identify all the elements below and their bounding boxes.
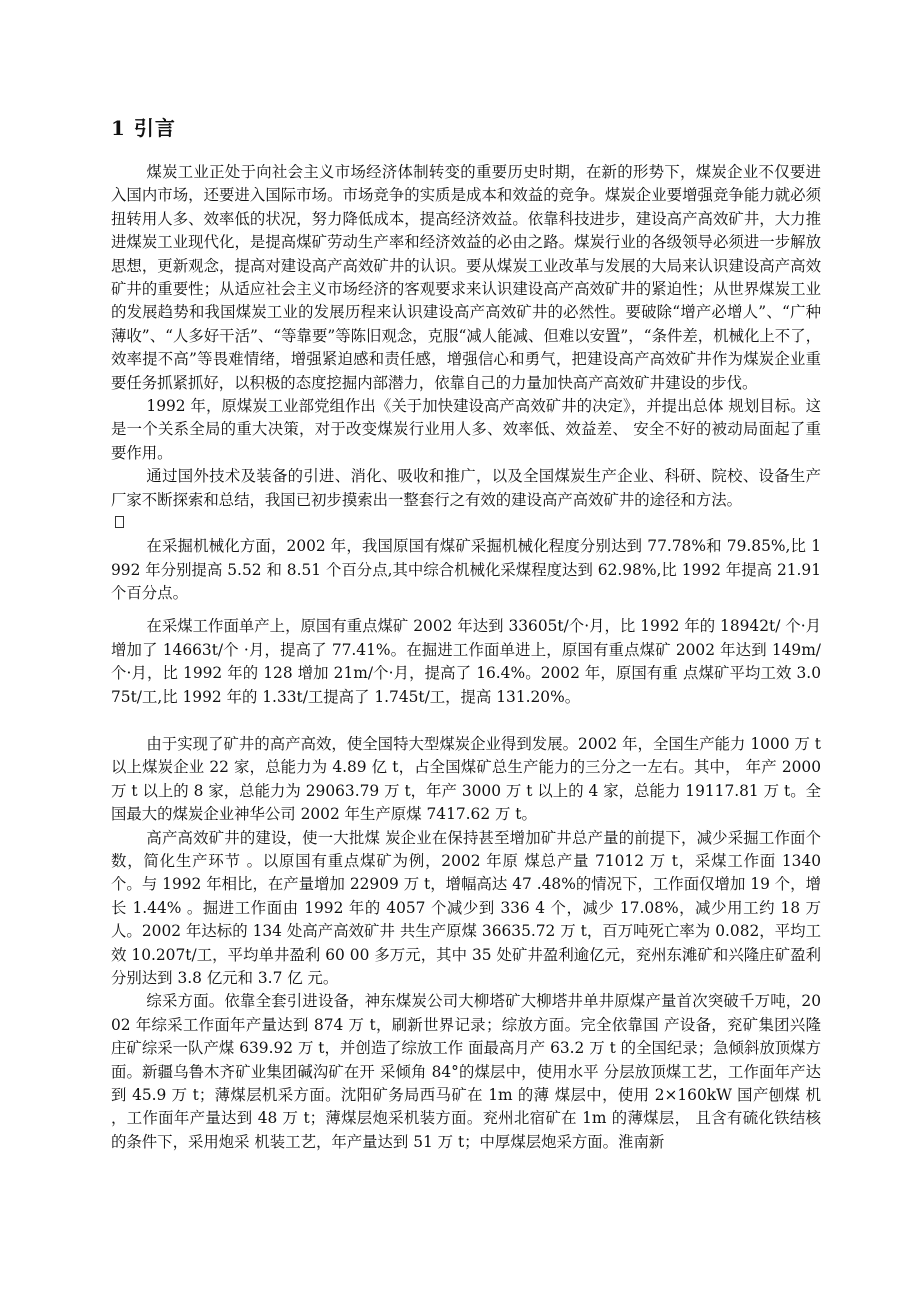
paragraph-mechanization: 在采掘机械化方面，2002 年，我国原国有煤矿采掘机械化程度分别达到 77.78%和 79.85%,比 1992 年分别提高 5.52 和 8.51 个百分点,其中综合机械化采煤程度达到 62.98%,比 1992 年提高 21.91 个百分点。 xyxy=(111,537,821,602)
section-heading: 1 引言 xyxy=(111,116,176,140)
paragraph-high-efficiency-mines: 高产高效矿井的建设，使一大批煤 炭企业在保持甚至增加矿井总产量的前提下，减少采掘工作面个数，简化生产环节 。以原国有重点煤矿为例，2002 年原 煤总产量 71012 万 t，采煤工作面 1340 个。与 1992 年相比，在产量增加 22909 万 t，增幅高达 47 .48%的情况下，工作面仅增加 19 个，增长 1.44% 。掘进工作面由 1992 年的 4057 个减少到 336 4 个，减少 17.08%，减少用工约 18 万人。2002 年达标的 134 处高产高效矿井 共生产原煤 36635.72 万 t，百万吨死亡率为 0.082，平均工效 10.207t/工，平均单井盈利 60 00 多万元，其中 35 处矿井盈利逾亿元，兖州东滩矿和兴隆庄矿盈利分别达到 3.8 亿元和 3.7 亿 元。 xyxy=(111,828,821,987)
missing-glyph-line xyxy=(111,512,821,535)
paragraph-face-output: 在采煤工作面单产上，原国有重点煤矿 2002 年达到 33605t/个·月，比 1992 年的 18942t/ 个·月增加了 14663t/个 ·月，提高了 77.41%。在掘进工作面单进上，原国有重点煤矿 2002 年达到 149m/个·月，比 1992 年的 128 增加 21m/个·月，提高了 16.4%。2002 年，原国有重 点煤矿平均工效 3.075t/工,比 1992 年的 1.33t/工提高了 1.745t/工，提高 131.20%。 xyxy=(111,617,821,706)
paragraph-intro: 煤炭工业正处于向社会主义市场经济体制转变的重要历史时期，在新的形势下，煤炭企业不仅要进入国内市场，还要进入国际市场。市场竞争的实质是成本和效益的竞争。煤炭企业要增强竞争能力就必须扭转用人多、效率低的状况，努力降低成本，提高经济效益。依靠科技进步，建设高产高效矿井，大力推进煤炭工业现代化，是提高煤矿劳动生产率和经济效益的必由之路。煤炭行业的各级领导必须进一步解放思想，更新观念，提高对建设高产高效矿井的认识。要从煤炭工业改革与发展的大局来认识建设高产高效矿井的重要性；从适应社会主义市场经济的客观要求来认识建设高产高效矿井的紧迫性；从世界煤炭工业的发展趋势和我国煤炭工业的发展历程来认识建设高产高效矿井的必然性。要破除“增产必增人”、“广种薄收”、“人多好干活”、“等靠要”等陈旧观念，克服“减人能减、但难以安置”，“条件差，机械化上不了，效率提不高”等畏难情绪，增强紧迫感和责任感，增强信心和勇气，把建设高产高效矿井作为煤炭企业重要任务抓紧抓好，以积极的态度挖掘内部潜力，依靠自己的力量加快高产高效矿井建设的步伐。 xyxy=(111,163,821,392)
missing-glyph-icon xyxy=(115,516,124,528)
paragraph-1992-decision: 1992 年，原煤炭工业部党组作出《关于加快建设高产高效矿井的决定》，并提出总体 规划目标。这是一个关系全局的重大决策，对于改变煤炭行业用人多、效率低、效益差、 安全不好的被动局面起了重要作用。 xyxy=(111,397,821,462)
paragraph-methods: 通过国外技术及装备的引进、消化、吸收和推广，以及全国煤炭生产企业、科研、院校、设备生产厂家不断探索和总结，我国已初步摸索出一整套行之有效的建设高产高效矿井的途径和方法。 xyxy=(111,467,821,509)
paragraph-large-enterprises: 由于实现了矿井的高产高效，使全国特大型煤炭企业得到发展。2002 年，全国生产能力 1000 万 t 以上煤炭企业 22 家，总能力为 4.89 亿 t，占全国煤矿总生产能力的三分之一左右。其中， 年产 2000 万 t 以上的 8 家，总能力为 29063.79 万 t，年产 3000 万 t 以上的 4 家，总能力 19117.81 万 t。全国最大的煤炭企业神华公司 2002 年生产原煤 7417.62 万 t。 xyxy=(111,734,821,824)
paragraph-mining-records: 综采方面。依靠全套引进设备，神东煤炭公司大柳塔矿大柳塔井单井原煤产量首次突破千万吨，2002 年综采工作面年产量达到 874 万 t，刷新世界记录；综放方面。完全依靠国 产设备，兖矿集团兴隆庄矿综采一队产煤 639.92 万 t，并创造了综放工作 面最高月产 63.2 万 t 的全国纪录；急倾斜放顶煤方面。新疆乌鲁木齐矿业集团碱沟矿在开 采倾角 84°的煤层中，使用水平 分层放顶煤工艺，工作面年产达到 45.9 万 t；薄煤层机采方面。沈阳矿务局西马矿在 1m 的薄 煤层中，使用 2×160kW 国产刨煤 机 ，工作面年产量达到 48 万 t；薄煤层炮采机装方面。兖州北宿矿在 1m 的薄煤层， 且含有硫化铁结核的条件下，采用炮采 机装工艺，年产量达到 51 万 t；中厚煤层炮采方面。淮南新 xyxy=(111,992,821,1151)
body-text xyxy=(111,161,821,1154)
